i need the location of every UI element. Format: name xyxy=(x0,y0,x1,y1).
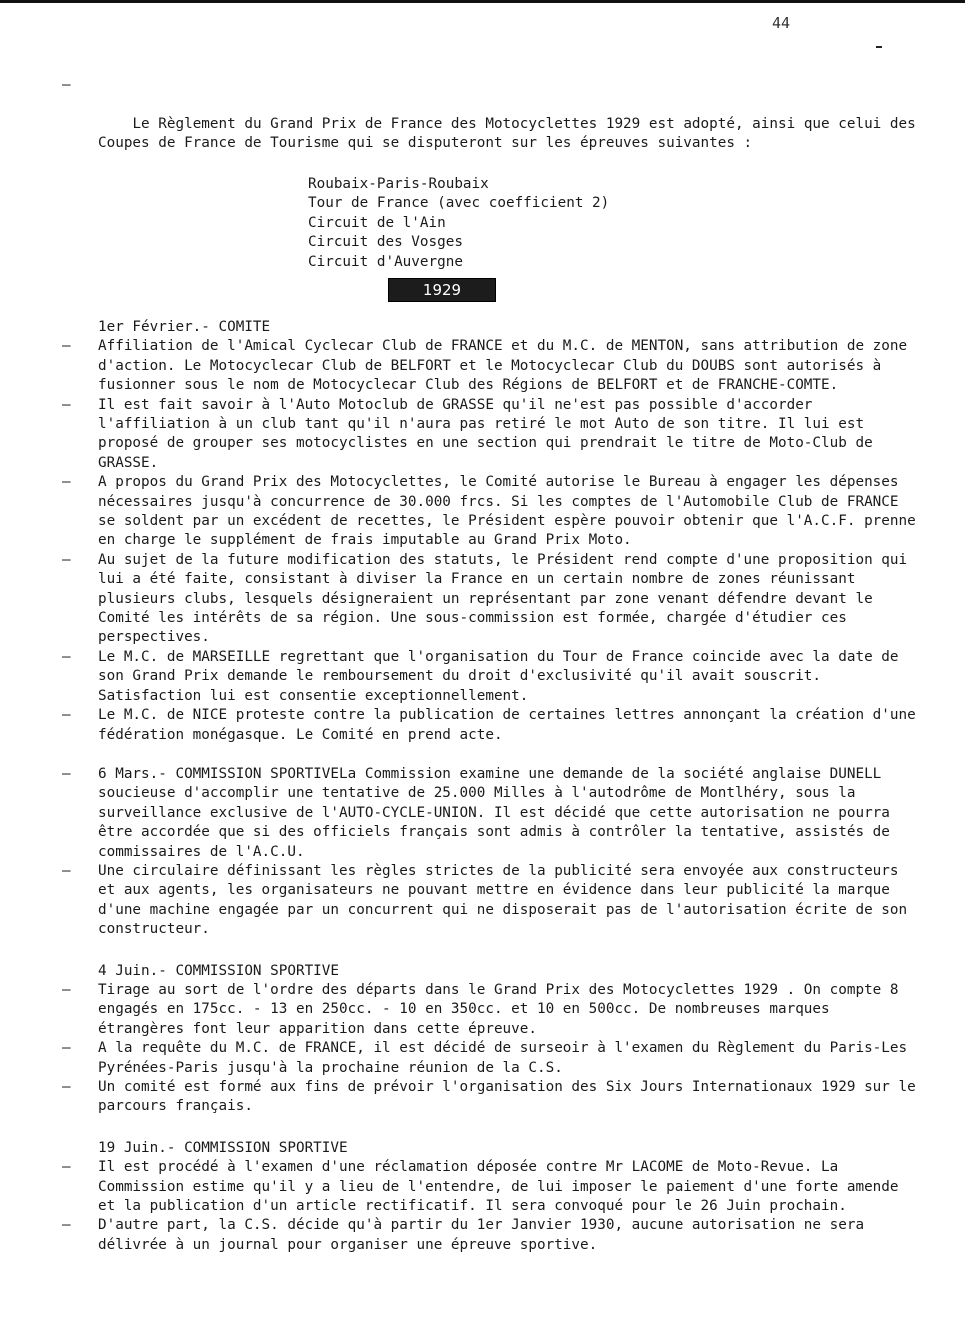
bullet-dash: – xyxy=(62,338,71,355)
bullet-dash: – xyxy=(62,765,71,782)
year-label-box: 1929 xyxy=(388,278,496,302)
intro-paragraph xyxy=(58,76,925,173)
bullet-dash: – xyxy=(62,551,71,568)
event-item: Roubaix-Paris-Roubaix xyxy=(308,176,489,193)
bullet-dash: – xyxy=(62,474,71,491)
item-text: Un comité est formé aux fins de prévoir l'organisation des Six Jours Internationaux 1929 sur le parcours français. xyxy=(98,1079,925,1115)
item-text: Au sujet de la future modification des statuts, le Président rend compte d'une proposition qui lui a été faite, consistant à diviser la France en un certain nombre de zones réunissant plusieurs clubs, lesquels désigneraient un représentant par zone venant défendre devant le Comité les intérêts de sa région. Une sous-commission est formée, chargée d'étudier ces perspectives. xyxy=(98,551,916,646)
section-item xyxy=(58,1078,925,1117)
bullet-dash: – xyxy=(62,981,71,998)
section-item xyxy=(58,706,925,745)
event-item: Tour de France (avec coefficient 2) xyxy=(308,195,610,212)
section-item xyxy=(58,396,918,474)
item-text: Affiliation de l'Amical Cyclecar Club de FRANCE et du M.C. de MENTON, sans attribution de zone d'action. Le Motocyclecar Club de BELFORT et le Motocyclecar Club du DOUBS sont autorisés à fusionner sous le nom de Motocyclecar Club des Régions de BELFORT et de FRANCHE-COMTE. xyxy=(98,338,916,394)
item-text: Le M.C. de MARSEILLE regrettant que l'organisation du Tour de France coincide avec la date de son Grand Prix demande le remboursement du droit d'exclusivité qu'il avait souscrit. Satisfaction lui est consentie exceptionnellement. xyxy=(98,648,908,704)
item-text: Le M.C. de NICE proteste contre la publication de certaines lettres annonçant la création d'une fédération monégasque. Le Comité en prend acte. xyxy=(98,707,925,743)
section-item xyxy=(58,473,925,551)
item-text: Il est fait savoir à l'Auto Motoclub de GRASSE qu'il ne'est pas possible d'accorder l'affiliation à un club tant qu'il n'aura pas retiré le mot Auto de son titre. Il lui est proposé de grouper ses motocyclistes en une section qui prendrait le titre de Moto-Club de GRASSE. xyxy=(98,396,882,471)
bullet-dash: – xyxy=(62,396,71,413)
top-border-rule xyxy=(0,0,965,3)
section-item xyxy=(58,648,918,706)
event-item: Circuit de l'Ain xyxy=(308,214,446,231)
intro-text: Le Règlement du Grand Prix de France des Motocyclettes 1929 est adopté, ainsi que celui des Coupes de France de Tourisme qui se disputeront sur les épreuves suivantes : xyxy=(98,115,925,152)
section-heading: 1er Février.- COMITE xyxy=(98,318,271,335)
item-text: Une circulaire définissant les règles strictes de la publicité sera envoyée aux constructeurs et aux agents, les organisateurs ne pouvant mettre en évidence dans leur publicité la marque d'une machine engagée par un concurrent qui ne disposerait pas de l'autorisation écrite de son constructeur. xyxy=(98,862,916,938)
item-text: Tirage au sort de l'ordre des départs dans le Grand Prix des Motocyclettes 1929 . On compte 8 engagés en 175cc. - 13 en 250cc. - 10 en 350cc. et 10 en 500cc. De nombreuses marques étrangères font leur apparition dans cette épreuve. xyxy=(98,981,908,1037)
section-heading: 4 Juin.- COMMISSION SPORTIVE xyxy=(98,962,340,979)
bullet-dash: – xyxy=(62,1079,71,1096)
section-item xyxy=(58,765,918,862)
spacer xyxy=(58,745,918,765)
section-item xyxy=(58,1216,918,1255)
item-text: A propos du Grand Prix des Motocyclettes, le Comité autorise le Bureau à engager les dépenses nécessaires jusqu'à concurrence de 30.000 frcs. Si les comptes de l'Automobile Club de FRANCE se soldent par un excédent de recettes, le Président espère pouvoir obtenir que l'A.C.F. prenne en charge le supplément de frais imputable au Grand Prix Moto. xyxy=(98,474,925,549)
section-item xyxy=(58,551,918,648)
event-item: Circuit des Vosges xyxy=(308,234,463,251)
page-number: 44 xyxy=(772,14,791,32)
section-item xyxy=(58,1158,918,1216)
item-text: D'autre part, la C.S. décide qu'à partir du 1er Janvier 1930, aucune autorisation ne sera délivrée à un journal pour organiser une épreuve sportive. xyxy=(98,1217,873,1253)
margin-tick-mark xyxy=(876,46,882,48)
section-item xyxy=(58,862,918,940)
section-item xyxy=(58,1039,918,1078)
item-text: A la requête du M.C. de FRANCE, il est décidé de surseoir à l'examen du Règlement du Paris-Les Pyrénées-Paris jusqu'à la prochaine réunion de la C.S. xyxy=(98,1040,916,1076)
bullet-dash: – xyxy=(62,1159,71,1176)
item-text: Il est procédé à l'examen d'une réclamation déposée contre Mr LACOME de Moto-Revue. La Commission estime qu'il y a lieu de l'entendre, de lui imposer le paiement d'une forte amende et la publication d'un article rectificatif. Il sera convoqué pour le 26 Juin prochain. xyxy=(98,1159,908,1215)
spacer xyxy=(58,940,918,960)
event-list xyxy=(58,175,918,272)
bullet-dash: – xyxy=(62,1040,71,1057)
bullet-dash: – xyxy=(62,862,71,879)
bullet-dash: – xyxy=(62,1217,71,1234)
section-item xyxy=(58,337,918,395)
bullet-dash: – xyxy=(62,707,71,724)
spacer xyxy=(58,1117,918,1137)
section-heading: 19 Juin.- COMMISSION SPORTIVE xyxy=(98,1139,348,1156)
section-item xyxy=(58,981,918,1039)
event-item: Circuit d'Auvergne xyxy=(308,253,463,270)
bullet-dash: – xyxy=(62,77,71,93)
document-body xyxy=(58,76,925,1255)
item-text: 6 Mars.- COMMISSION SPORTIVELa Commission examine une demande de la société anglaise DUNELL soucieuse d'accomplir une tentative de 25.000 Milles à l'autodrôme de Montlhéry, sous la surveillance exclusive de l'AUTO-CYCLE-UNION. Il est décidé que cette autorisation ne pourra être accordée que si des officiels français sont admis à contrôler la tentative, assistés de commissaires de l'A.C.U. xyxy=(98,765,899,860)
bullet-dash: – xyxy=(62,648,71,665)
